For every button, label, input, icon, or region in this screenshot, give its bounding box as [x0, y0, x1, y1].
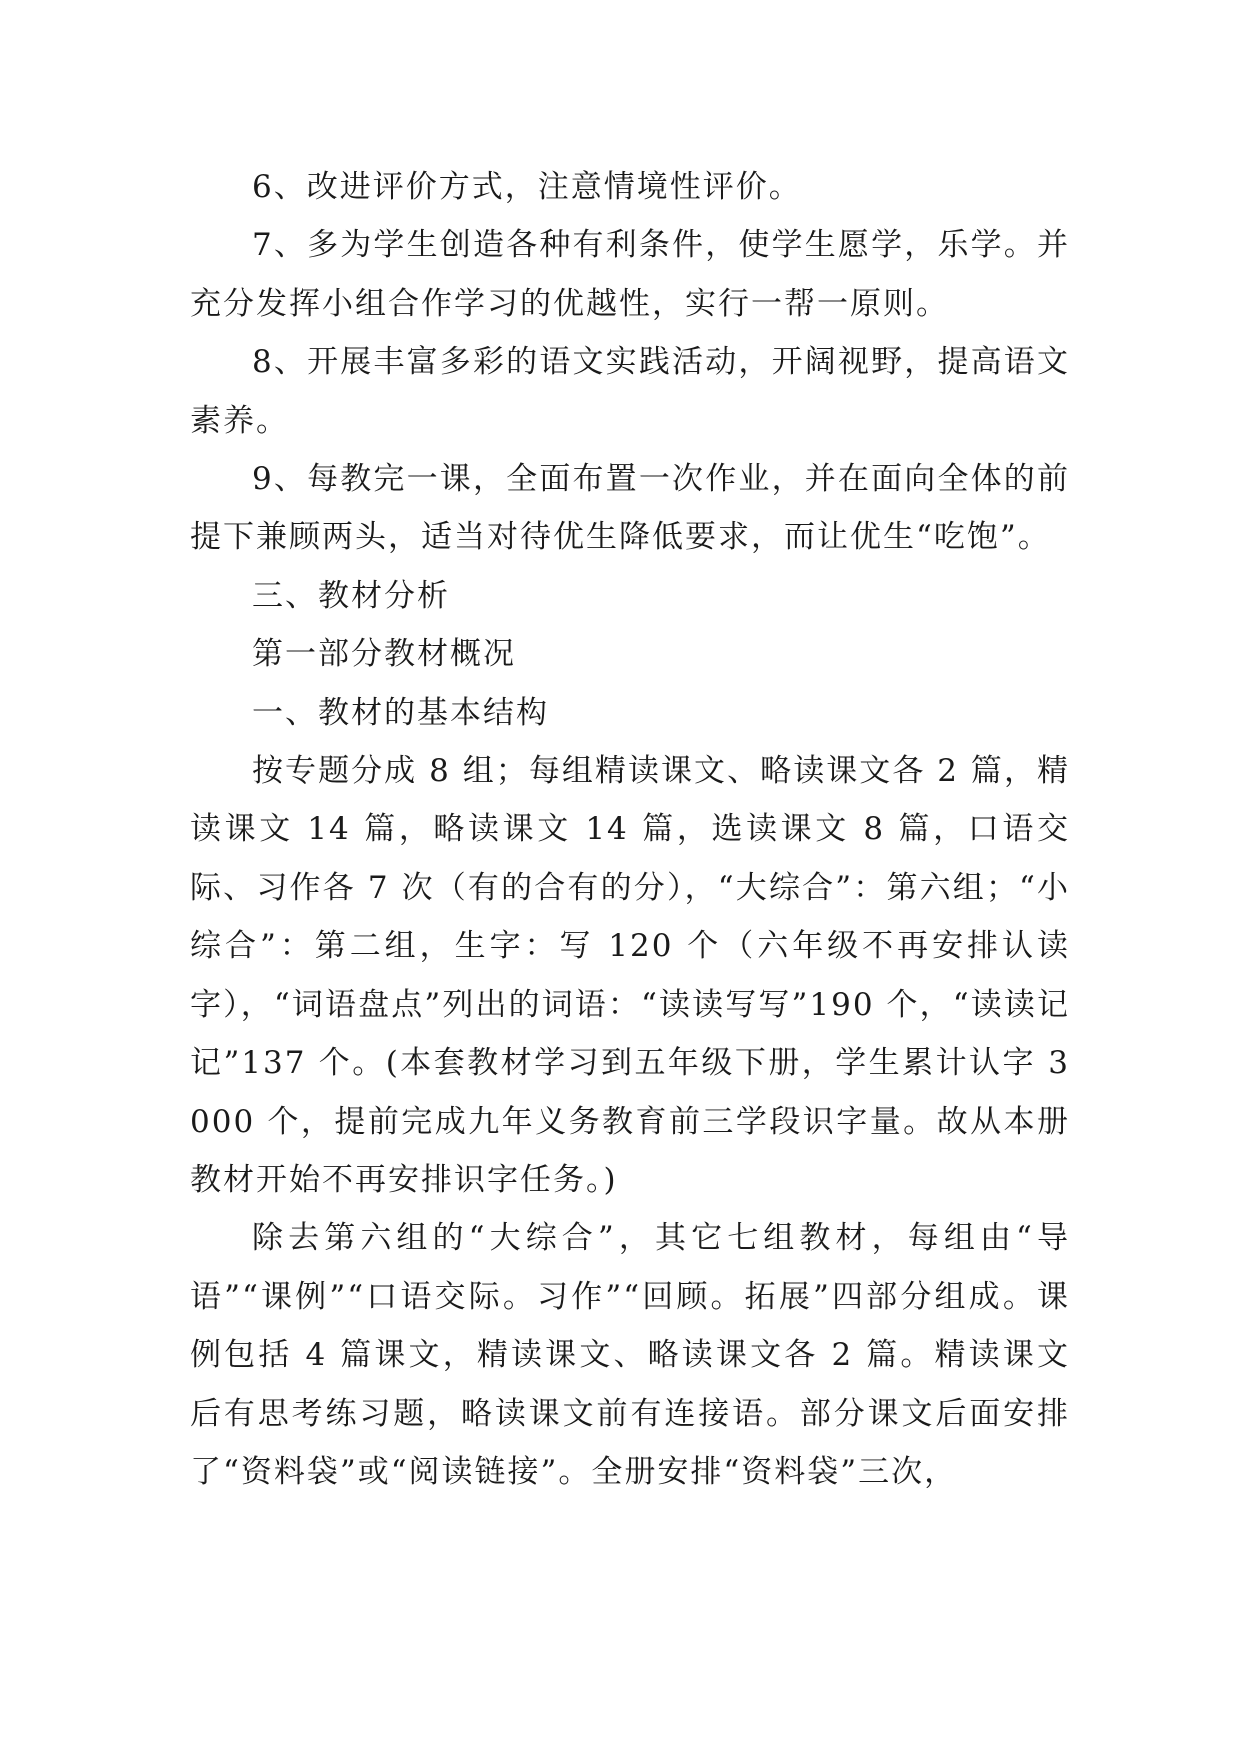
paragraph-item-6: 6、改进评价方式，注意情境性评价。 — [252, 169, 802, 205]
paragraph-group-composition: 除去第六组的“大综合”，其它七组教材，每组由“导语”“课例”“口语交际。习作”“回顾。拓展”四部分组成。课例包括 4 篇课文，精读课文、略读课文各 2 篇。精读课文后有思考练习题，略读课文前有连接语。部分课文后面安排了“资料袋”或“阅读链接”。全册安排“资料袋”三次， — [190, 1220, 1070, 1490]
section-heading-textbook-analysis: 三、教材分析 — [252, 577, 450, 614]
paragraph-item-8: 8、开展丰富多彩的语文实践活动，开阔视野，提高语文素养。 — [190, 344, 1070, 439]
subsection-heading-overview: 第一部分教材概况 — [252, 636, 516, 673]
paragraph-item-9: 9、每教完一课，全面布置一次作业，并在面向全体的前提下兼顾两头，适当对待优生降低要求，而让优生“吃饱”。 — [190, 461, 1070, 556]
paragraph-structure-details: 按专题分成 8 组；每组精读课文、略读课文各 2 篇，精读课文 14 篇，略读课文 14 篇，选读课文 8 篇，口语交际、习作各 7 次（有的合有的分），“大综合”：第六组；“小综合”：第二组，生字：写 120 个（六年级不再安排认读字），“词语盘点”列出的词语：“读读写写”190 个，“读读记记”137 个。(本套教材学习到五年级下册，学生累计认字 3000 个，提前完成九年义务教育前三学段识字量。故从本册教材开始不再安排识字任务。) — [190, 753, 1070, 1198]
paragraph-item-7: 7、多为学生创造各种有利条件，使学生愿学，乐学。并充分发挥小组合作学习的优越性，实行一帮一原则。 — [190, 227, 1070, 322]
subsection-heading-structure: 一、教材的基本结构 — [252, 694, 549, 731]
document-body — [190, 158, 1070, 1501]
